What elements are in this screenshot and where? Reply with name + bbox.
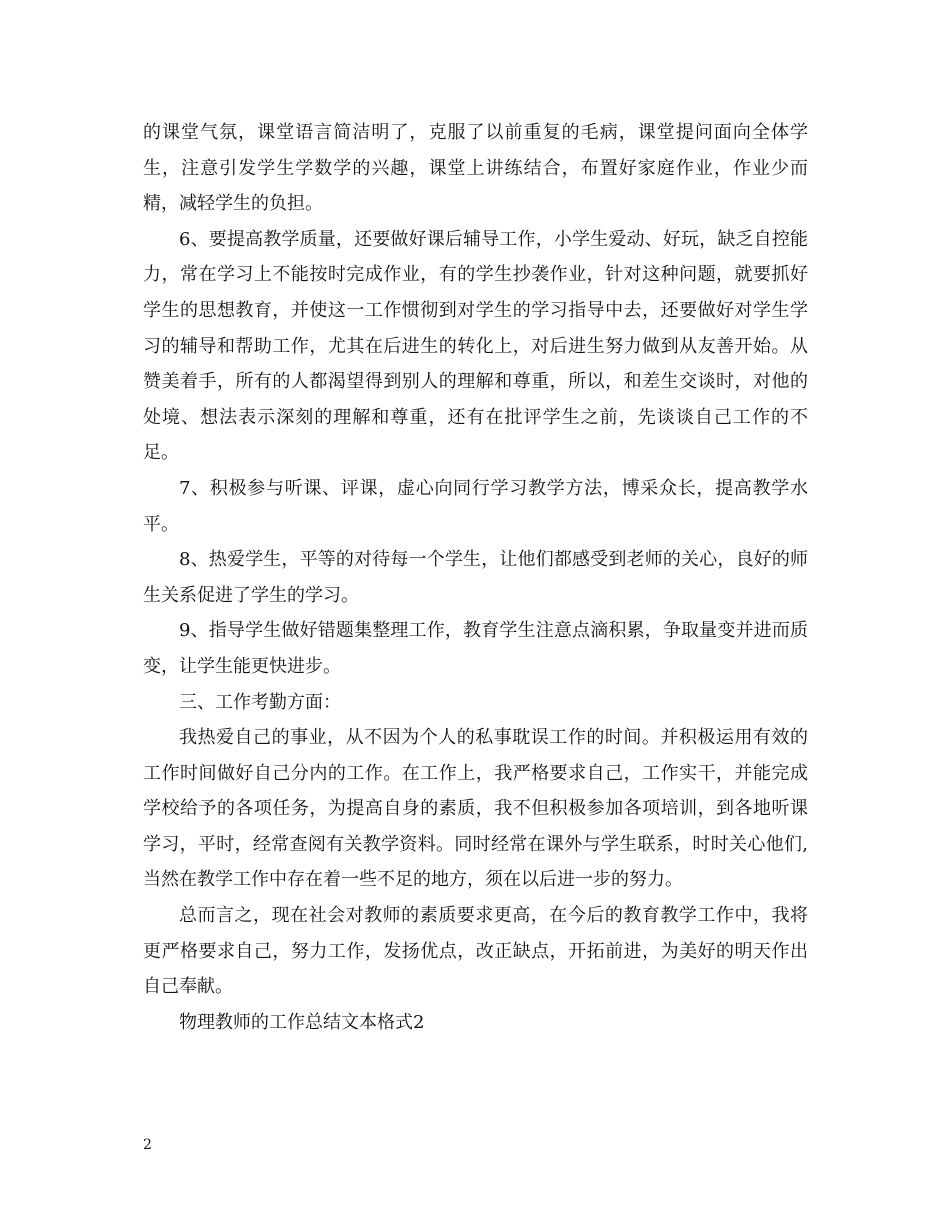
- paragraph-4: 8、热爱学生，平等的对待每一个学生，让他们都感受到老师的关心，良好的师生关系促进了学生的学习。: [143, 549, 808, 606]
- paragraph-3: 7、积极参与听课、评课，虚心向同行学习教学方法，博采众长，提高教学水平。: [143, 477, 808, 535]
- paragraph-8: 总而言之，现在社会对教师的素质要求更高，在今后的教育教学工作中，我将更严格要求自己，努力工作，发扬优点，改正缺点，开拓前进，为美好的明天作出自己奉献。: [143, 905, 808, 998]
- document-body: [143, 115, 808, 1040]
- paragraph-1: 的课堂气氛，课堂语言简洁明了，克服了以前重复的毛病，课堂提问面向全体学生，注意引发学生学数学的兴趣，课堂上讲练结合，布置好家庭作业，作业少而精，减轻学生的负担。: [143, 122, 808, 215]
- paragraph-2: 6、要提高教学质量，还要做好课后辅导工作，小学生爱动、好玩，缺乏自控能力，常在学习上不能按时完成作业，有的学生抄袭作业，针对这种问题，就要抓好学生的思想教育，并使这一工作惯彻到对学生的学习指导中去，还要做好对学生学习的辅导和帮助工作，尤其在后进生的转化上，对后进生努力做到从友善开始。从赞美着手，所有的人都渴望得到别人的理解和尊重，所以，和差生交谈时，对他的处境、想法表示深刻的理解和尊重，还有在批评学生之前，先谈谈自己工作的不足。: [143, 228, 808, 464]
- section-heading: 三、工作考勤方面：: [179, 691, 341, 713]
- paragraph-7: 我热爱自己的事业，从不因为个人的私事耽误工作的时间。并积极运用有效的工作时间做好自己分内的工作。在工作上，我严格要求自己，工作实干，并能完成学校给予的各项任务，为提高自身的素质，我不但积极参加各项培训，到各地听课学习，平时，经常查阅有关教学资料。同时经常在课外与学生联系，时时关心他们,当然在教学工作中存在着一些不足的地方，须在以后进一步的努力。: [143, 727, 808, 891]
- next-section-title: 物理教师的工作总结文本格式2: [179, 1011, 425, 1033]
- page-number: 2: [143, 1137, 152, 1153]
- paragraph-5: 9、指导学生做好错题集整理工作，教育学生注意点滴积累，争取量变并进而质变，让学生能更快进步。: [143, 620, 808, 677]
